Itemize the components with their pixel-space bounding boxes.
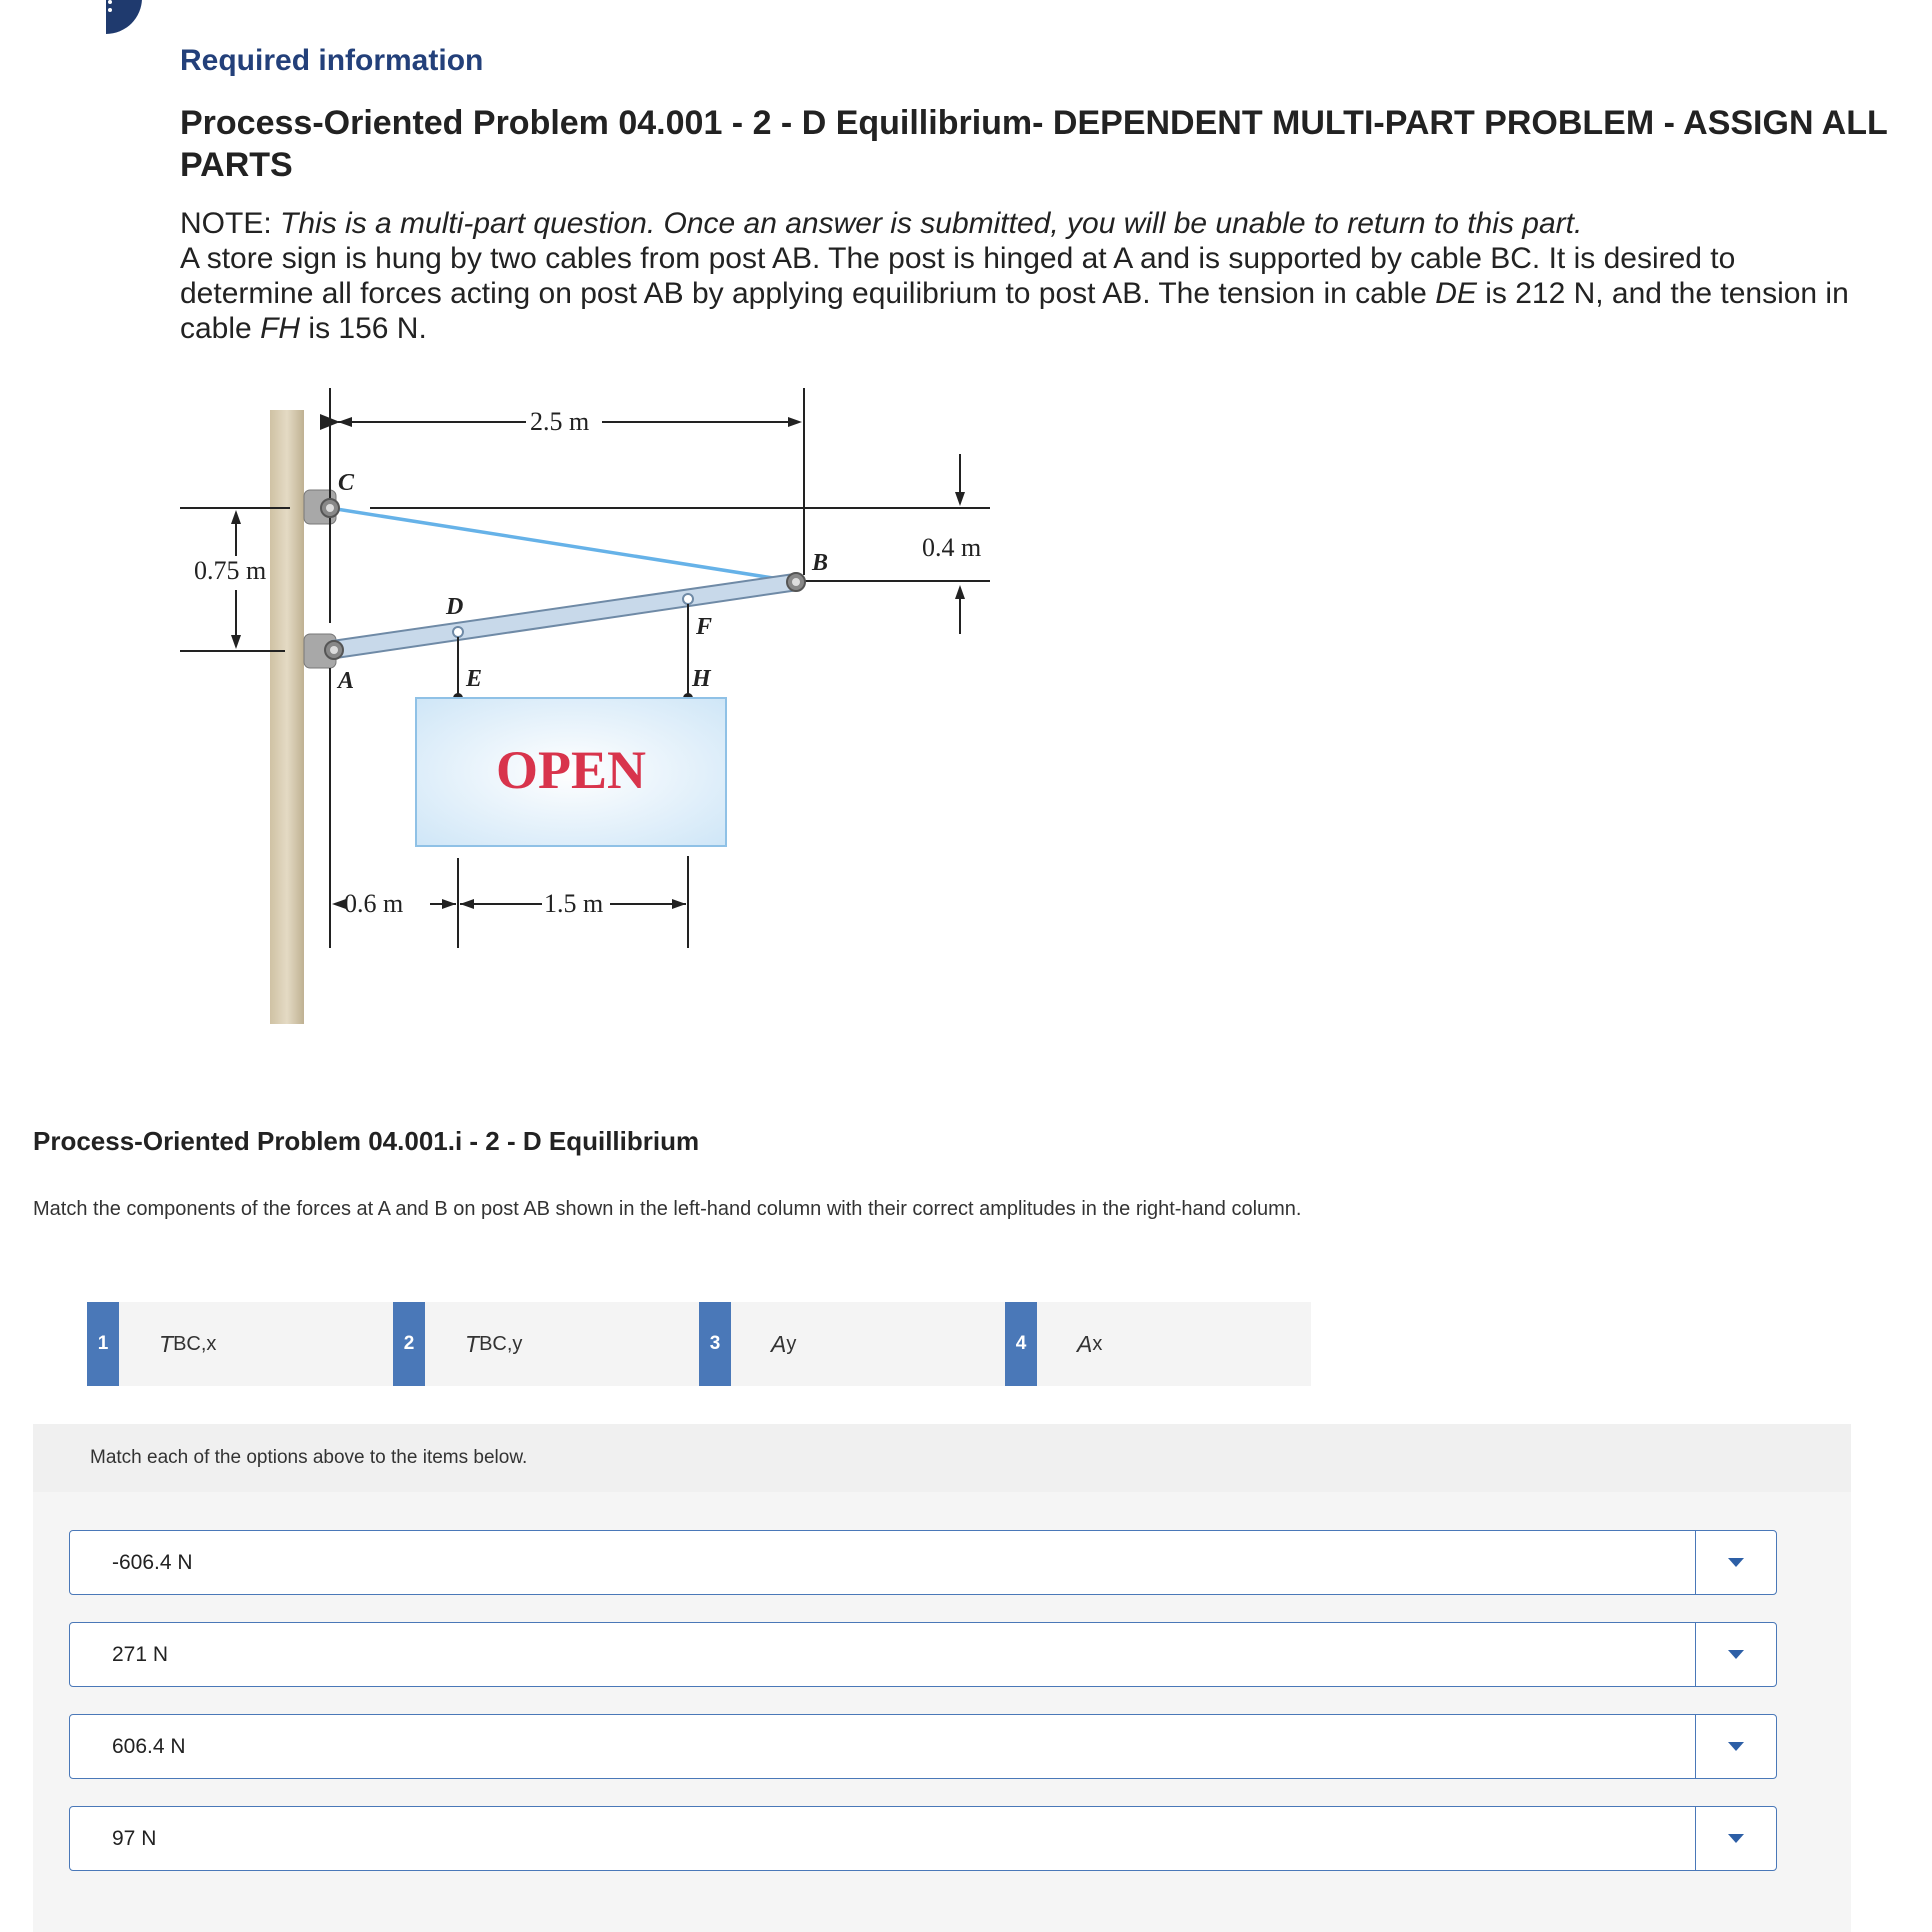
point-h-label: H [692,666,711,692]
option-subscript: BC,x [173,1332,217,1355]
option-number: 3 [699,1302,731,1386]
part-title: Process-Oriented Problem 04.001.i - 2 - D Equillibrium [33,1126,700,1156]
option-subscript: x [1092,1332,1103,1355]
dim-left-label: 0.75 m [194,556,267,585]
match-row-2[interactable] [69,1622,1777,1687]
post-ab [332,574,798,658]
match-row-1[interactable] [69,1530,1777,1595]
cable-de-label: DE [1435,277,1477,310]
statement-part-1: A store sign is hung by two cables from post AB. The post is hinged at A and is supported by cable BC. It is desired to determine all forces acting on post AB by applying equilibrium to post AB. The tension in cable [180,242,1736,310]
problem-title: Process-Oriented Problem 04.001 - 2 - D Equillibrium- DEPENDENT MULTI-PART PROBLEM - ASSIGN ALL PARTS [180,104,1888,184]
corner-badge [106,0,142,34]
match-dropdown-button[interactable] [1695,1807,1776,1870]
caret-down-icon [1728,1650,1744,1659]
caret-down-icon [1728,1834,1744,1843]
option-symbol: T [159,1330,174,1357]
option-1[interactable] [87,1302,393,1386]
point-f-label: F [696,614,713,640]
option-symbol: A [771,1330,787,1357]
sign-diagram [170,378,1010,1043]
option-subscript: y [786,1332,797,1355]
statement-part-3: is 156 N. [300,312,427,345]
option-3[interactable] [699,1302,1005,1386]
problem-statement [180,206,1860,346]
option-symbol: T [465,1330,480,1357]
option-number: 2 [393,1302,425,1386]
dim-bottom-1-label: 0.6 m [344,889,404,918]
match-row-3[interactable] [69,1714,1777,1779]
dim-right-label: 0.4 m [922,533,982,562]
note-prefix: NOTE: [180,207,281,240]
note-line [180,206,1860,241]
point-e-label: E [466,666,483,692]
point-c-label: C [338,470,355,496]
part-instruction: Match the components of the forces at A and B on post AB shown in the left-hand column with their correct amplitudes in the right-hand column. [33,1198,1302,1220]
option-label [731,1302,796,1386]
required-information-label: Required information [180,44,484,77]
note-text: This is a multi-part question. Once an answer is submitted, you will be unable to return to this part. [280,207,1583,240]
match-value: 606.4 N [112,1734,186,1758]
option-label [1037,1302,1102,1386]
match-value: 271 N [112,1642,169,1666]
cable-fh-label: FH [260,312,301,345]
match-panel [33,1424,1851,1932]
statement-part-2: is 212 N, and the tension in cable [180,277,1849,345]
wall [270,410,304,1024]
menu-dots-icon [108,0,114,16]
option-symbol: A [1077,1330,1093,1357]
option-subscript: BC,y [479,1332,523,1355]
cable-bc [330,508,792,581]
option-2[interactable] [393,1302,699,1386]
point-a-label: A [338,668,355,694]
point-d-label: D [446,594,464,620]
match-instruction: Match each of the options above to the items below. [33,1424,1851,1492]
dim-bottom-2-label: 1.5 m [544,889,604,918]
match-dropdown-button[interactable] [1695,1531,1776,1594]
match-options [87,1302,1311,1386]
match-dropdown-button[interactable] [1695,1715,1776,1778]
point-b-label: B [812,550,829,576]
match-dropdown-button[interactable] [1695,1623,1776,1686]
match-value: 97 N [112,1826,157,1850]
option-label [119,1302,216,1386]
option-number: 1 [87,1302,119,1386]
option-label [425,1302,522,1386]
caret-down-icon [1728,1742,1744,1751]
match-row-4[interactable] [69,1806,1777,1871]
option-4[interactable] [1005,1302,1311,1386]
statement-body [180,241,1860,346]
dim-top-label: 2.5 m [530,407,590,436]
caret-down-icon [1728,1558,1744,1567]
match-value: -606.4 N [112,1550,193,1574]
sign-text: OPEN [495,740,647,800]
option-number: 4 [1005,1302,1037,1386]
